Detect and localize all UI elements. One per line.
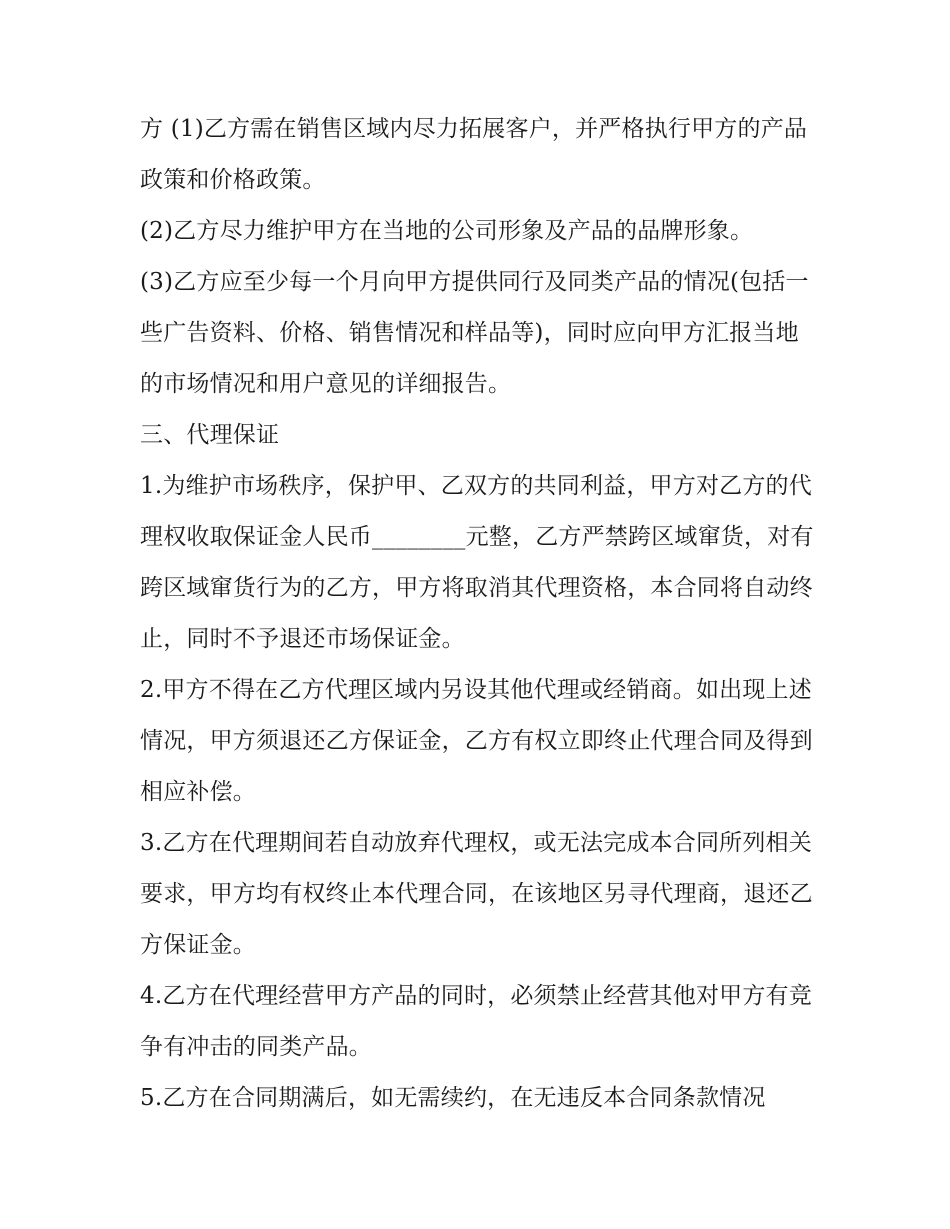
paragraph-clause-2-1: 方 (1)乙方需在销售区域内尽力拓展客户，并严格执行甲方的产品政策和价格政策。 — [140, 116, 808, 193]
paragraph-clause-2-2: (2)乙方尽力维护甲方在当地的公司形象及产品的品牌形象。 — [140, 218, 754, 244]
paragraph-clause-3-4: 4.乙方在代理经营甲方产品的同时，必须禁止经营其他对甲方有竞争有冲击的同类产品。 — [140, 983, 812, 1060]
paragraph-clause-3-2: 2.甲方不得在乙方代理区域内另设其他代理或经销商。如出现上述情况，甲方须退还乙方保证金，乙方有权立即终止代理合同及得到相应补偿。 — [140, 677, 813, 805]
paragraph-clause-2-3: (3)乙方应至少每一个月向甲方提供同行及同类产品的情况(包括一些广告资料、价格、销售情况和样品等)，同时应向甲方汇报当地的市场情况和用户意见的详细报告。 — [140, 269, 809, 397]
document-body — [140, 104, 820, 1124]
paragraph-clause-3-1: 1.为维护市场秩序，保护甲、乙双方的共同利益，甲方对乙方的代理权收取保证金人民币________元整，乙方严禁跨区域窜货，对有跨区域窜货行为的乙方，甲方将取消其代理资格，本合同将自动终止，同时不予退还市场保证金。 — [140, 473, 814, 652]
paragraph-clause-3-5: 5.乙方在合同期满后，如无需续约，在无违反本合同条款情况 — [140, 1085, 766, 1111]
section-heading-agency-guarantee: 三、代理保证 — [140, 422, 280, 448]
paragraph-clause-3-3: 3.乙方在代理期间若自动放弃代理权，或无法完成本合同所列相关要求，甲方均有权终止本代理合同，在该地区另寻代理商，退还乙方保证金。 — [140, 830, 813, 958]
